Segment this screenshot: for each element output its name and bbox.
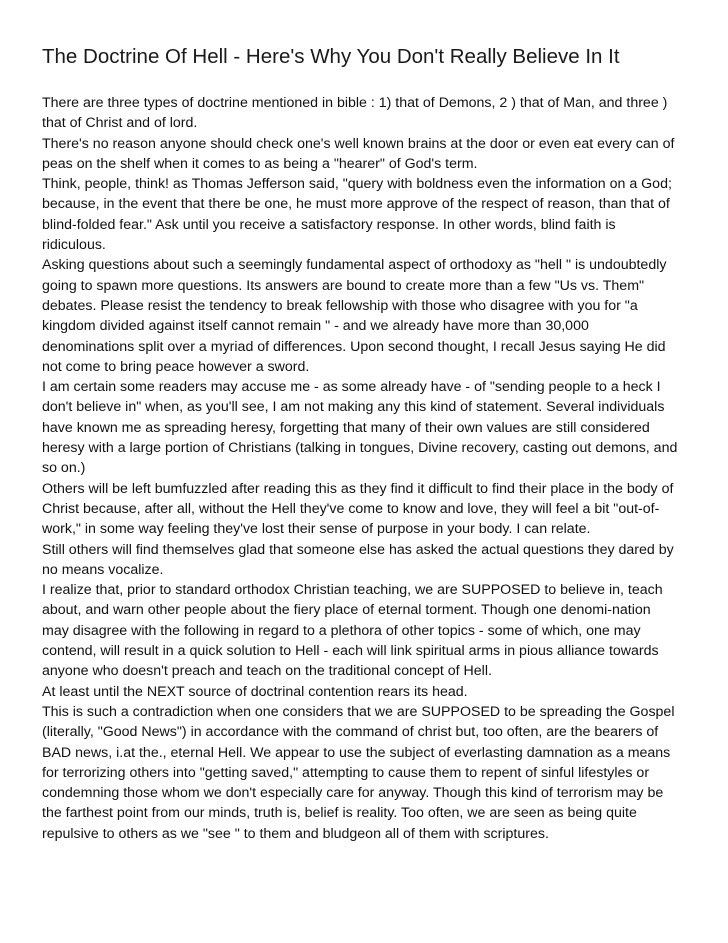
paragraph [42,479,690,540]
paragraph-line: that of Christ and of lord. [42,115,198,132]
paragraph-line: BAD news, i.at the., eternal Hell. We appear to use the subject of everlasting damnation as a means [42,744,671,761]
paragraph-line: blind-folded fear." Ask until you receive a satisfactory response. In other words, blind faith is [42,216,616,233]
paragraph-line: ridiculous. [42,237,106,254]
paragraph-line: not come to bring peace however a sword. [42,358,310,375]
paragraph-line: There's no reason anyone should check one's well known brains at the door or even eat every can of [42,135,675,152]
paragraph [42,580,690,681]
paragraph-line: Still others will find themselves glad that someone else has asked the actual questions they dared by [42,541,674,558]
paragraph [42,93,690,134]
paragraph-line: denominations split over a myriad of differences. Upon second thought, I recall Jesus saying He did [42,338,666,355]
paragraph-line: This is such a contradiction when one considers that we are SUPPOSED to be spreading the Gospel [42,703,675,720]
paragraph [42,255,690,377]
paragraph [42,134,690,175]
paragraph [42,702,690,844]
paragraph-line: no means vocalize. [42,561,164,578]
paragraph-line: for terrorizing others into "getting saved," attempting to cause them to repent of sinful lifestyles or [42,764,650,781]
paragraph-line: peas on the shelf when it comes to as being a "hearer" of God's term. [42,155,478,172]
paragraph-line: I realize that, prior to standard orthodox Christian teaching, we are SUPPOSED to believe in, teach [42,582,663,599]
document-body [42,93,690,844]
paragraph-line: condemning those whom we don't especially care for anyway. Though this kind of terrorism may be [42,785,664,802]
paragraph-line: have known me as spreading heresy, forgetting that many of their own values are still considered [42,419,650,436]
paragraph-line: Others will be left bumfuzzled after reading this as they find it difficult to find their place in the body of [42,480,674,497]
paragraph-line: don't believe in" when, as you'll see, I am not making any this kind of statement. Several individuals [42,399,665,416]
paragraph-line: heresy with a large portion of Christians (talking in tongues, Divine recovery, casting out demons, and [42,440,678,457]
paragraph-line: going to spawn more questions. Its answers are bound to create more than a few "Us vs. Them" [42,277,645,294]
paragraph [42,377,690,478]
paragraph-line: work," in some way feeling they've lost their sense of purpose in your body. I can relate. [42,521,591,538]
paragraph-line: may disagree with the following in regard to a plethora of other topics - some of which, one may [42,622,641,639]
paragraph-line: anyone who doesn't preach and teach on the traditional concept of Hell. [42,663,492,680]
document-page [42,0,690,844]
paragraph [42,174,690,255]
paragraph-line: debates. Please resist the tendency to break fellowship with those who disagree with you for "a [42,297,638,314]
paragraph-line: kingdom divided against itself cannot remain " - and we already have more than 30,000 [42,318,589,335]
paragraph-line: about, and warn other people about the fiery place of eternal torment. Though one denomi-nation [42,602,651,619]
paragraph-line: At least until the NEXT source of doctrinal contention rears its head. [42,683,468,700]
paragraph-line: There are three types of doctrine mentioned in bible : 1) that of Demons, 2 ) that of Man, and three ) [42,95,668,111]
page-title: The Doctrine Of Hell - Here's Why You Don't Really Believe In It [42,45,620,68]
paragraph-line: Asking questions about such a seemingly fundamental aspect of orthodoxy as "hell " is undoubtedly [42,257,667,274]
paragraph-line: Christ because, after all, without the Hell they've come to know and love, they will feel a bit "out-of- [42,500,660,517]
paragraph-line: the farthest point from our minds, truth is, belief is reality. Too often, we are seen as being quite [42,805,637,822]
paragraph-line: contend, will result in a quick solution to Hell - each will link spiritual arms in pious alliance towards [42,643,659,660]
paragraph-line: repulsive to others as we "see " to them and bludgeon all of them with scriptures. [42,825,549,842]
paragraph [42,682,690,702]
paragraph-line: (literally, "Good News") in accordance with the command of christ but, too often, are the bearers of [42,724,659,741]
paragraph-line: because, in the event that there be one, he must more approve of the respect of reason, than that of [42,196,670,213]
paragraph-line: so on.) [42,460,86,477]
paragraph-line: I am certain some readers may accuse me - as some already have - of "sending people to a heck I [42,379,661,396]
paragraph-line: Think, people, think! as Thomas Jefferson said, "query with boldness even the information on a God; [42,176,672,193]
paragraph [42,540,690,581]
